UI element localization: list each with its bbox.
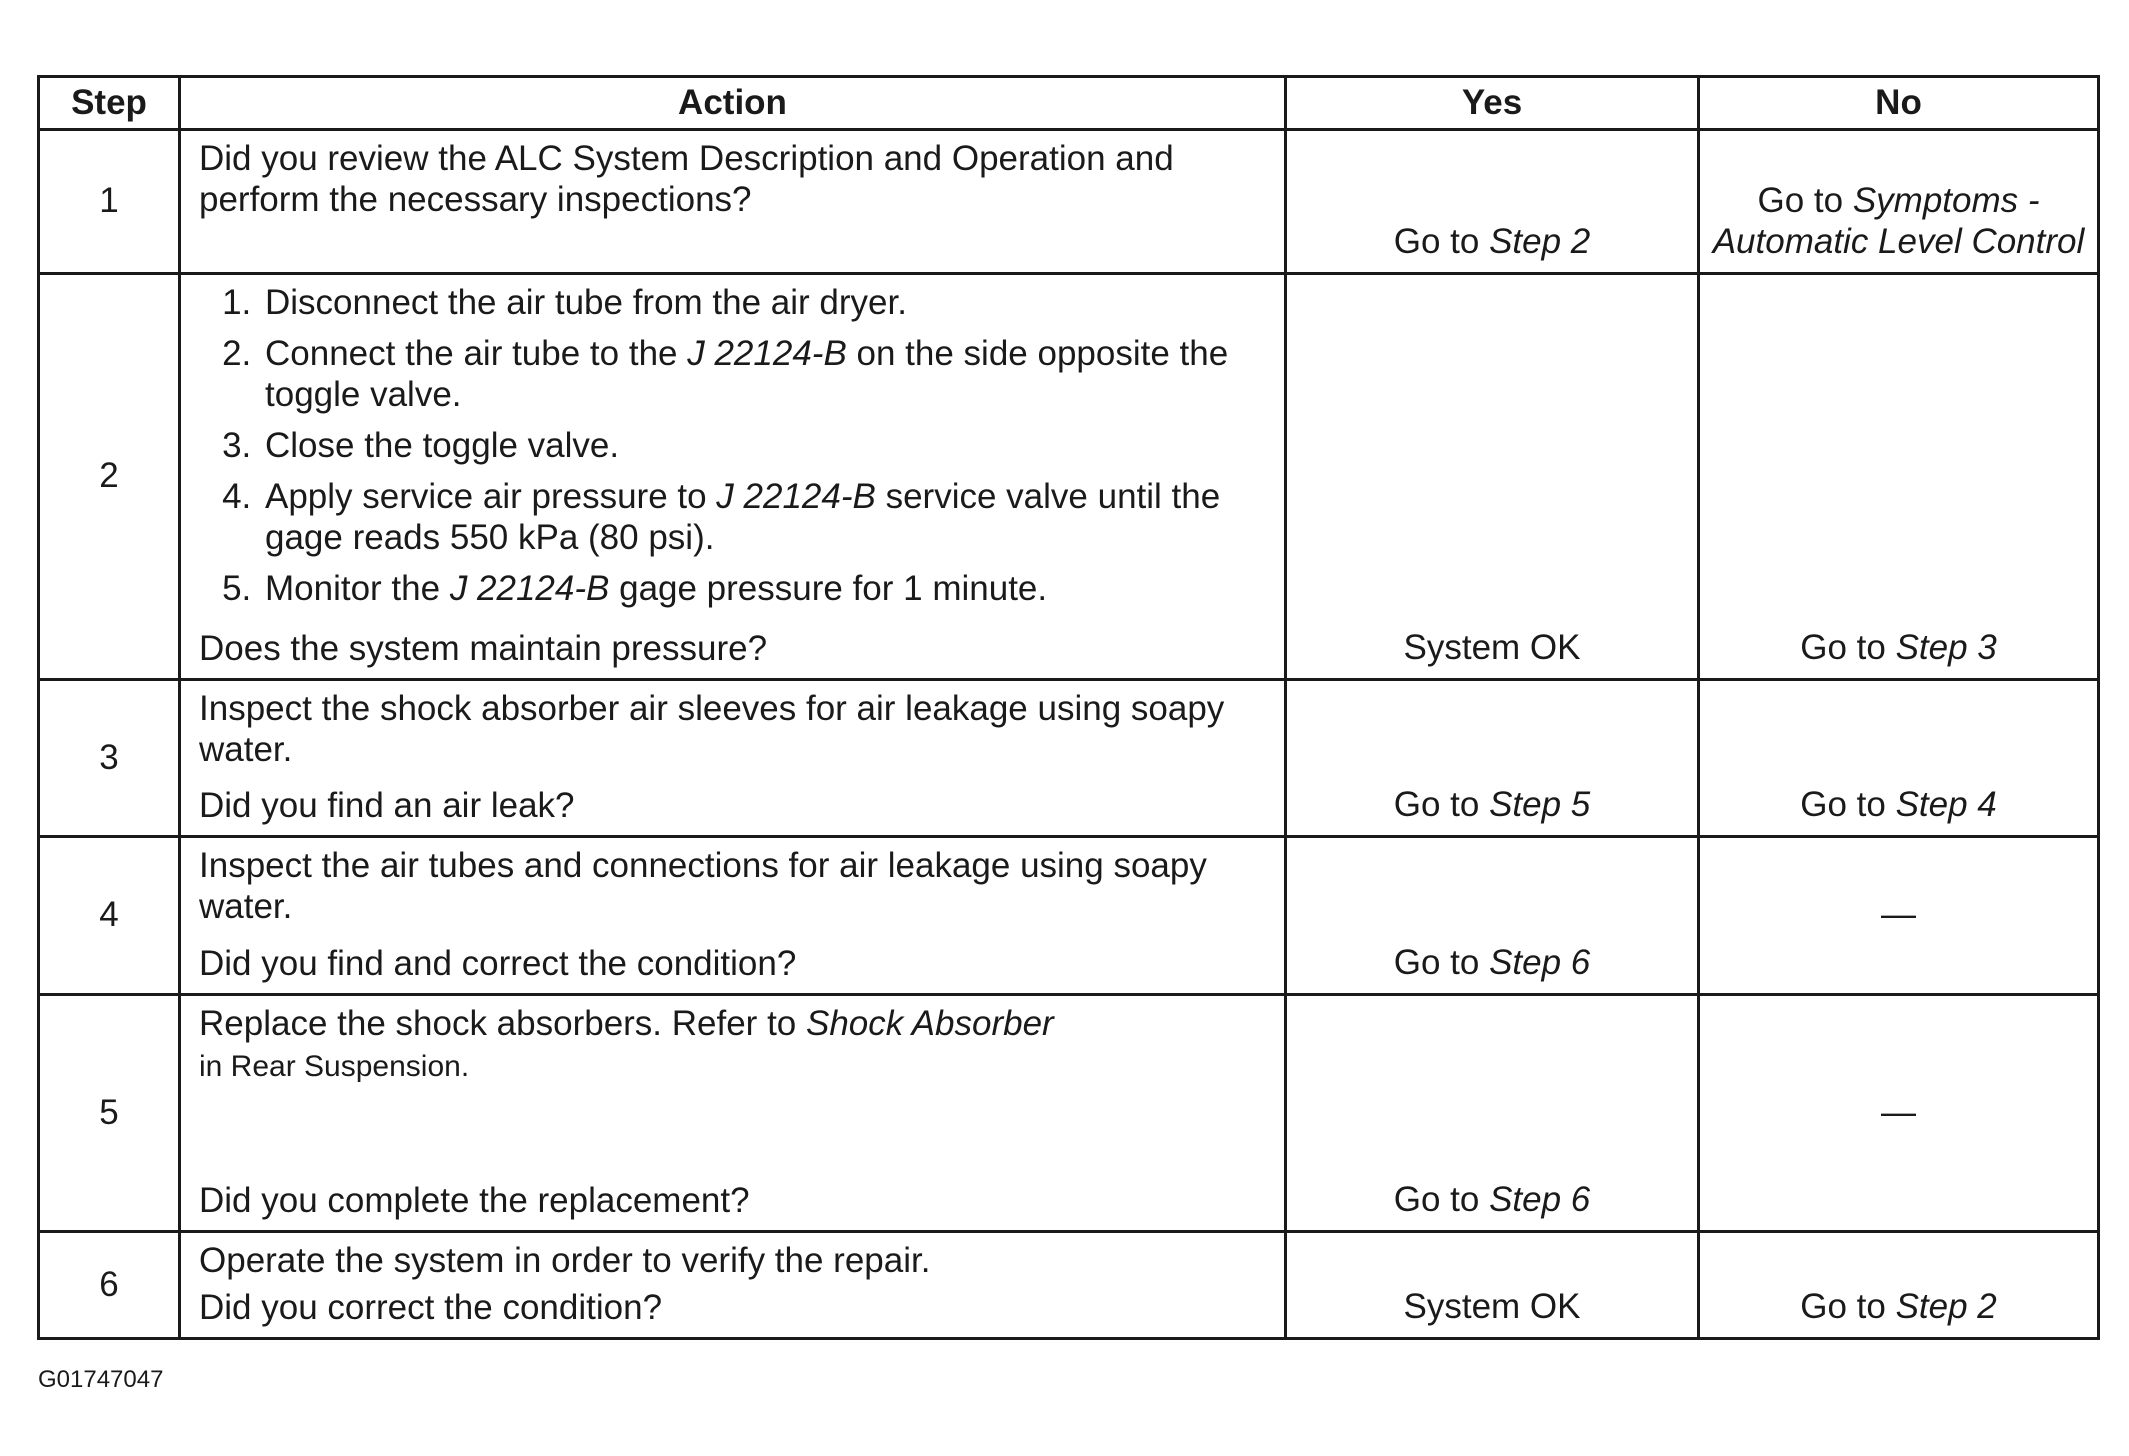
question-text: Does the system maintain pressure?: [199, 629, 768, 669]
tool-reference: J 22124-B: [449, 568, 610, 608]
yes-prefix: Go to: [1393, 222, 1490, 262]
action-block: [199, 1004, 1266, 1084]
question-text: Did you find an air leak?: [199, 786, 575, 826]
action-text: Operate the system in order to verify the repair.: [199, 1241, 931, 1280]
procedure-list: [199, 283, 1266, 620]
table-row: [39, 837, 2099, 995]
question-text: Did you correct the condition?: [199, 1288, 663, 1328]
header-row: [39, 77, 2099, 130]
no-symptoms-link[interactable]: Symptoms - Automatic Level Control: [1712, 181, 2085, 262]
action-cell: [180, 130, 1286, 274]
yes-cell[interactable]: [1286, 995, 1699, 1232]
section-reference: Shock Absorber: [805, 1004, 1054, 1043]
no-cell[interactable]: [1699, 130, 2099, 274]
no-prefix: Go to: [1800, 628, 1896, 668]
step-number: 4: [39, 837, 180, 995]
yes-text: System OK: [1403, 628, 1581, 668]
yes-step-link[interactable]: Step 6: [1489, 1180, 1591, 1220]
yes-cell[interactable]: [1286, 837, 1699, 995]
table-row: [39, 995, 2099, 1232]
no-cell[interactable]: [1699, 274, 2099, 680]
action-subtext: in Rear Suspension.: [199, 1049, 470, 1083]
table-row: [39, 1232, 2099, 1339]
question-text: Did you complete the replacement?: [199, 1181, 750, 1221]
action-text: Inspect the air tubes and connections for air leakage using soapy water.: [199, 846, 1207, 926]
dash-mark: —: [1881, 1092, 1916, 1132]
action-text: Did you review the ALC System Description and Operation and perform the necessary inspections?: [199, 139, 1174, 219]
header-no: No: [1699, 77, 2099, 130]
action-cell: [180, 1232, 1286, 1339]
tool-reference: J 22124-B: [716, 476, 876, 516]
yes-cell: [1286, 274, 1699, 680]
no-step-link[interactable]: Step 4: [1895, 785, 1997, 825]
no-step-link[interactable]: Step 3: [1895, 628, 1997, 668]
step-number: 1: [39, 130, 180, 274]
yes-step-link[interactable]: Step 2: [1489, 222, 1591, 262]
action-cell: [180, 274, 1286, 680]
yes-cell: [1286, 1232, 1699, 1339]
step-number: 2: [39, 274, 180, 680]
no-prefix: Go to: [1757, 181, 1853, 221]
yes-cell[interactable]: [1286, 680, 1699, 837]
procedure-item: 1. Disconnect the air tube from the air dryer.: [261, 283, 1266, 324]
tool-reference: J 22124-B: [687, 333, 847, 373]
yes-prefix: Go to: [1393, 1180, 1490, 1220]
question-text: Did you find and correct the condition?: [199, 944, 797, 984]
action-cell: [180, 837, 1286, 995]
no-prefix: Go to: [1800, 1287, 1896, 1327]
header-action: Action: [180, 77, 1286, 130]
no-prefix: Go to: [1800, 785, 1896, 825]
yes-cell[interactable]: [1286, 130, 1699, 274]
table-row: [39, 274, 2099, 680]
action-cell: [180, 995, 1286, 1232]
step-number: 3: [39, 680, 180, 837]
procedure-item: 4. Apply service air pressure to J 22124-B service valve until the gage reads 550 kPa (80 psi).: [261, 477, 1266, 559]
diagnostic-table: [37, 75, 2100, 1340]
procedure-item: 2. Connect the air tube to the J 22124-B on the side opposite the toggle valve.: [261, 334, 1266, 416]
no-cell[interactable]: [1699, 680, 2099, 837]
no-cell[interactable]: [1699, 1232, 2099, 1339]
procedure-item: 3. Close the toggle valve.: [261, 426, 1266, 467]
action-text: Replace the shock absorbers. Refer to Shock Absorber: [199, 1004, 1054, 1043]
procedure-item: 5. Monitor the J 22124-B gage pressure for 1 minute.: [261, 569, 1266, 610]
header-yes: Yes: [1286, 77, 1699, 130]
no-step-link[interactable]: Step 2: [1895, 1287, 1997, 1327]
yes-step-link[interactable]: Step 6: [1489, 943, 1591, 983]
yes-prefix: Go to: [1393, 785, 1490, 825]
yes-text: System OK: [1403, 1287, 1581, 1327]
action-cell: [180, 680, 1286, 837]
figure-id: G01747047: [38, 1366, 164, 1393]
table-row: [39, 130, 2099, 274]
yes-prefix: Go to: [1393, 943, 1490, 983]
table-row: [39, 680, 2099, 837]
dash-mark: —: [1881, 895, 1916, 935]
no-cell: [1699, 837, 2099, 995]
step-number: 5: [39, 995, 180, 1232]
action-text: Inspect the shock absorber air sleeves for air leakage using soapy water.: [199, 689, 1225, 769]
step-number: 6: [39, 1232, 180, 1339]
header-step: Step: [39, 77, 180, 130]
no-cell: [1699, 995, 2099, 1232]
yes-step-link[interactable]: Step 5: [1489, 785, 1591, 825]
